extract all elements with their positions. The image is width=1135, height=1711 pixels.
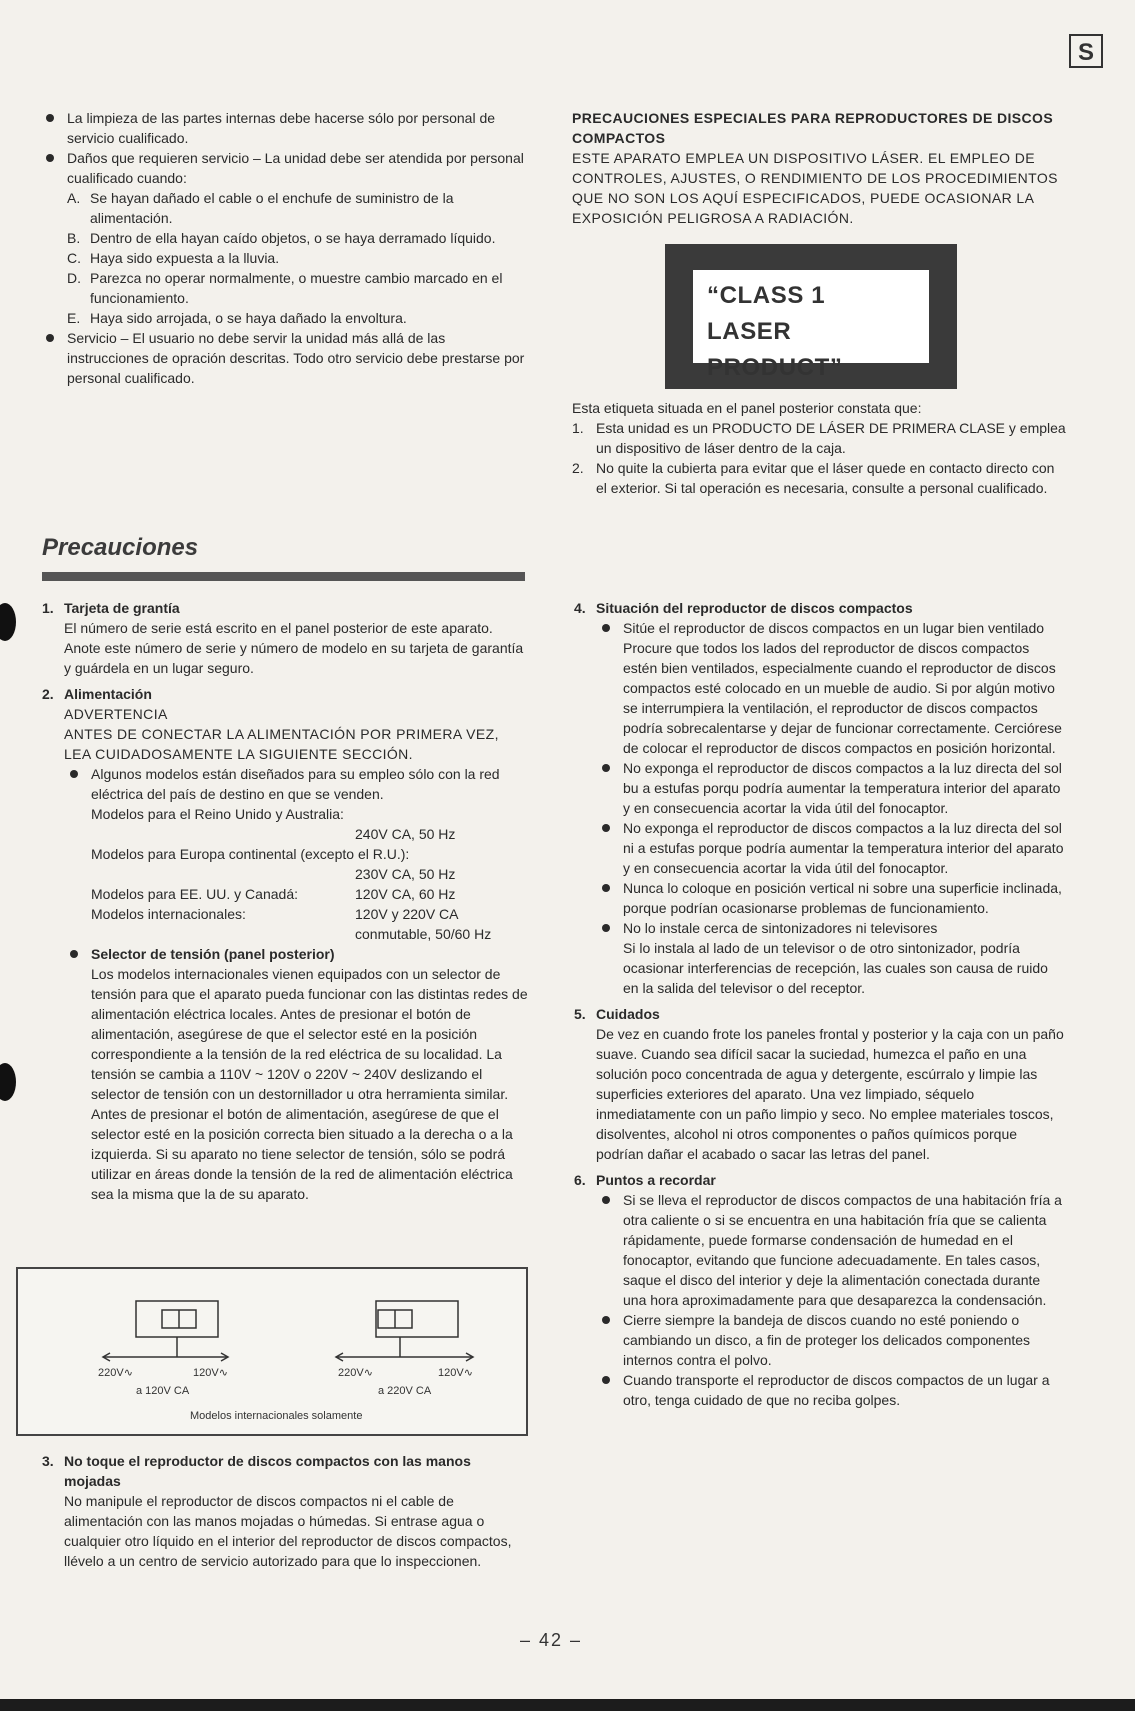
bullet-item: Cierre siempre la bandeja de discos cuando no esté poniendo o cambiando un disco, a fin de proteger los delicados componentes internos contra el polvo. — [596, 1310, 1067, 1370]
bullet-item: No exponga el reproductor de discos compactos a la luz directa del sol bu a estufas porqu podría aumentar la temperatura interior del aparato y en consecuencia acortar la vida útil del fonocaptor. — [596, 758, 1067, 818]
precaution-item-6: 6. Puntos a recordar Si se lleva el reproductor de discos compactos de una habitación fría a otra caliente o si se encuentra en una habitación fría que se calienta rápidamente, puede formarse condensación de humedad en el fonocaptor, evitando que funcione adecuadamente. En tales casos, saque el disco del interior y deje la alimentación conectada durante una hora aproximadamente para que desaparezca la condensación. Cierre siempre la bandeja de discos cuando no esté poniendo o cambiando un disco, a fin de proteger los delicados componentes internos contra el polvo. Cuando transporte el reproductor de discos compactos de un lugar a otro, tenga cuidado de que no reciba golpes. — [572, 1170, 1067, 1410]
voltage-table: Modelos para EE. UU. y Canadá: 120V CA, 60 Hz Modelos internacionales: 120V y 220V CA conmutable, 50/60 Hz — [91, 886, 492, 942]
heading-rule — [42, 572, 525, 581]
laser-warning-text: ESTE APARATO EMPLEA UN DISPOSITIVO LÁSER. EL EMPLEO DE CONTROLES, AJUSTES, O RENDIMIENTO DE LOS PROCEDIMIENTOS QUE NO SON LOS AQUÍ ESPECIFICADOS, PUEDE OCASIONAR LA EXPOSICIÓN PELIGROSA A RADIACIÓN. — [572, 150, 1058, 226]
label-intro: Esta etiqueta situada en el panel posterior constata que: — [572, 400, 922, 416]
top-right-column — [572, 108, 1067, 228]
language-badge: S — [1069, 34, 1103, 68]
precaution-item-4: 4. Situación del reproductor de discos compactos Sitúe el reproductor de discos compactos en un lugar bien ventilado Procure que todos los lados del reproductor de discos compactos estén bien ventilados, especialmente cuando el reproductor de discos compactos esté colocado en un mueble de audio. Si por algún motivo se interrumpiera la ventilación, el reproductor de discos compactos podría sobrecalentarse y dejar de funcionar correctamente. Cerciórese de colocar el reproductor de discos compactos en posición horizontal. No exponga el reproductor de discos compactos a la luz directa del sol bu a estufas porqu podría aumentar la temperatura interior del aparato y en consecuencia acortar la vida útil del fonocaptor. No exponga el reproductor de discos compactos a la luz directa del sol ni a estufas porque podría aumentar la temperatura interior del aparato y en consecuencia acortar la vida útil del fonocaptor. Nunca lo coloque en posición vertical ni sobre una superficie inclinada, porque podrían ocasionarse problemas de funcionamiento. No lo instale cerca de sintonizadores ni televisores Si lo instala al lado de un televisor o de otro sintonizador, podría ocasionar interferencias de recepción, las cuales son causa de ruido en la salida del televisor o del receptor. — [572, 598, 1067, 998]
diagram-caption: a 220V CA — [378, 1385, 432, 1397]
top-left-column — [40, 108, 530, 388]
page-number: – 42 – — [520, 1630, 583, 1650]
bullet-item: No exponga el reproductor de discos compactos a la luz directa del sol ni a estufas porque podría aumentar la temperatura interior del aparato y en consecuencia acortar la vida útil del fonocaptor. — [596, 818, 1067, 878]
page-edge — [0, 1699, 1135, 1711]
bullet-item: Algunos modelos están diseñados para su empleo sólo con la red eléctrica del país de destino en que se venden. Modelos para el Reino Unido y Australia: 240V CA, 50 Hz Modelos para Europa continental (excepto el R.U.): 230V CA, 50 Hz Modelos para EE. UU. y Canadá: 120V CA, 60 Hz Modelos internacionales: 120V y 220V CA conmutable, 50/60 Hz — [64, 764, 530, 944]
list-item: B. Dentro de ella hayan caído objetos, o se haya derramado líquido. — [67, 230, 496, 246]
bullet-item: Servicio – El usuario no debe servir la unidad más allá de las instrucciones de opración descritas. Todo otro servicio debe prestarse por personal cualificado. — [40, 328, 530, 388]
precaution-item-1: 1. Tarjeta de grantía El número de serie está escrito en el panel posterior de este aparato. Anote este número de serie y número de modelo en su tarjeta de garantía y guárdela en un lugar seguro. — [42, 600, 524, 676]
section-heading: Precauciones — [42, 534, 199, 561]
bullet-item: Cuando transporte el reproductor de discos compactos de un lugar a otro, tenga cuidado de que no reciba golpes. — [596, 1370, 1067, 1410]
list-item: A. Se hayan dañado el cable o el enchufe de suministro de la alimentación. — [67, 190, 454, 226]
voltage-label: 120V∿ — [438, 1367, 473, 1379]
list-item: C. Haya sido expuesta a la lluvia. — [67, 250, 280, 266]
bullet-item: No lo instale cerca de sintonizadores ni televisores Si lo instala al lado de un televisor o de otro sintonizador, podría ocasionar interferencias de recepción, las cuales son causa de ruido en la salida del televisor o del receptor. — [596, 918, 1067, 998]
voltage-label: 220V∿ — [98, 1367, 133, 1379]
voltage-label: 120V∿ — [193, 1367, 228, 1379]
laser-label-line: “CLASS 1 LASER — [707, 282, 826, 345]
laser-label-notes — [572, 398, 1067, 498]
precaution-item-5: 5. Cuidados De vez en cuando frote los paneles frontal y posterior y la caja con un paño suave. Cuando sea difícil sacar la suciedad, humezca el paño en una solución poco concentrada de agua y detergente, escúrralo y limpie las superficies exteriores del aparato. Una vez limpiado, séquelo inmediatamente con un paño limpio y seco. No emplee materiales toscos, disolventes, alcohol ni otros componentes o paños químicos porque podrían dañar el acabado o sacar las letras del panel. — [574, 1006, 1064, 1162]
class1-laser-label — [665, 244, 957, 389]
list-item: 1. Esta unidad es un PRODUCTO DE LÁSER DE PRIMERA CLASE y emplea un dispositivo de láser dentro de la caja. — [572, 420, 1066, 456]
punch-hole — [0, 1063, 16, 1101]
voltage-label: 220V∿ — [338, 1367, 373, 1379]
bullet-item: Sitúe el reproductor de discos compactos en un lugar bien ventilado Procure que todos los lados del reproductor de discos compactos estén bien ventilados, especialmente cuando el reproductor de discos compactos esté colocado en un mueble de audio. Si por algún motivo se interrumpiera la ventilación, el reproductor de discos compactos podría sobrecalentarse y dejar de funcionar correctamente. Cerciórese de colocar el reproductor de discos compactos en posición horizontal. — [596, 618, 1067, 758]
diagram-caption: a 120V CA — [136, 1385, 190, 1397]
list-item: E. Haya sido arrojada, o se haya dañado la envoltura. — [67, 310, 407, 326]
list-item: 2. No quite la cubierta para evitar que el láser quede en contacto directo con el exterior. Si tal operación es necesaria, consulte a personal cualificado. — [572, 460, 1055, 496]
list-item: D. Parezca no operar normalmente, o muestre cambio marcado en el funcionamiento. — [67, 270, 503, 306]
left-column-bottom — [40, 1451, 530, 1577]
precaution-item-3: 3. No toque el reproductor de discos compactos con las manos mojadas No manipule el reproductor de discos compactos ni el cable de alimentación con las manos mojadas o húmedas. Si entrase agua o cualquier otro líquido en el interior del reproductor de discos compactos, llévelo a un centro de servicio autorizado para que lo inspeccionen. — [42, 1453, 512, 1569]
precaution-item-2: 2. Alimentación ADVERTENCIA ANTES DE CONECTAR LA ALIMENTACIÓN POR PRIMERA VEZ, LEA CUIDADOSAMENTE LA SIGUIENTE SECCIÓN. Algunos modelos están diseñados para su empleo sólo con la red eléctrica del país de destino en que se venden. Modelos para el Reino Unido y Australia: 240V CA, 50 Hz Modelos para Europa continental (excepto el R.U.): 230V CA, 50 Hz Modelos para EE. UU. y Canadá: 120V CA, 60 Hz Modelos internacionales: 120V y 220V CA conmutable, 50/60 Hz Selector de tensión (panel posterior) Los modelos internacionales vienen equipados con un selector de tensión para que el aparato pueda funcionar con las distintas redes de alimentación eléctrica locales. Antes de presionar el botón de alimentación, asegúrese de que el selector esté en la posición correspondiente a la tensión de la red eléctrica de su localidad. La tensión se cambia a 110V ~ 120V o 220V ~ 240V deslizando el selector de tensión con un destornillador u otra herramienta similar. Antes de presionar el botón de alimentación, asegúrese de que el selector esté en la posición correcta bien situado a la derecha o a la izquierda. Si su aparato no tiene selector de tensión, sólo se podrá utilizar en áreas donde la tensión de la red de alimentación eléctrica sea la misma que la de su aparato. — [40, 684, 530, 1204]
bullet-item: Nunca lo coloque en posición vertical ni sobre una superficie inclinada, porque podrían ocasionarse problemas de funcionamiento. — [596, 878, 1067, 918]
bullet-item: Daños que requieren servicio – La unidad debe ser atendida por personal cualificado cuando: — [40, 148, 530, 188]
bullet-item: Si se lleva el reproductor de discos compactos de una habitación fría a otra caliente o si se encuentra en una habitación fría que se calienta rápidamente, puede formarse condensación de humedad en el fonocaptor, evitando que funcione adecuadamente. En tales casos, saque el disco del interior y deje la alimentación conectada durante una hora aproximadamente para que desaparezca la condensación. — [596, 1190, 1067, 1310]
laser-label-line: PRODUCT” — [707, 354, 843, 381]
left-column — [40, 598, 530, 1210]
laser-precautions-title: PRECAUCIONES ESPECIALES PARA REPRODUCTORES DE DISCOS COMPACTOS — [572, 110, 1054, 146]
bullet-item: Selector de tensión (panel posterior) Los modelos internacionales vienen equipados con un selector de tensión para que el aparato pueda funcionar con las distintas redes de alimentación eléctrica locales. Antes de presionar el botón de alimentación, asegúrese de que el selector esté en la posición correspondiente a la tensión de la red eléctrica de su localidad. La tensión se cambia a 110V ~ 120V o 220V ~ 240V deslizando el selector de tensión con un destornillador u otra herramienta similar. Antes de presionar el botón de alimentación, asegúrese de que el selector esté en la posición correcta bien situado a la derecha o a la izquierda. Si su aparato no tiene selector de tensión, sólo se podrá utilizar en áreas donde la tensión de la red de alimentación eléctrica sea la misma que la de su aparato. — [64, 944, 530, 1204]
voltage-selector-diagram — [16, 1267, 528, 1436]
punch-hole — [0, 603, 16, 641]
diagram-note: Modelos internacionales solamente — [190, 1410, 363, 1422]
service-conditions-list — [40, 188, 530, 328]
right-column — [572, 598, 1067, 1416]
bullet-item: La limpieza de las partes internas debe hacerse sólo por personal de servicio cualificado. — [40, 108, 530, 148]
